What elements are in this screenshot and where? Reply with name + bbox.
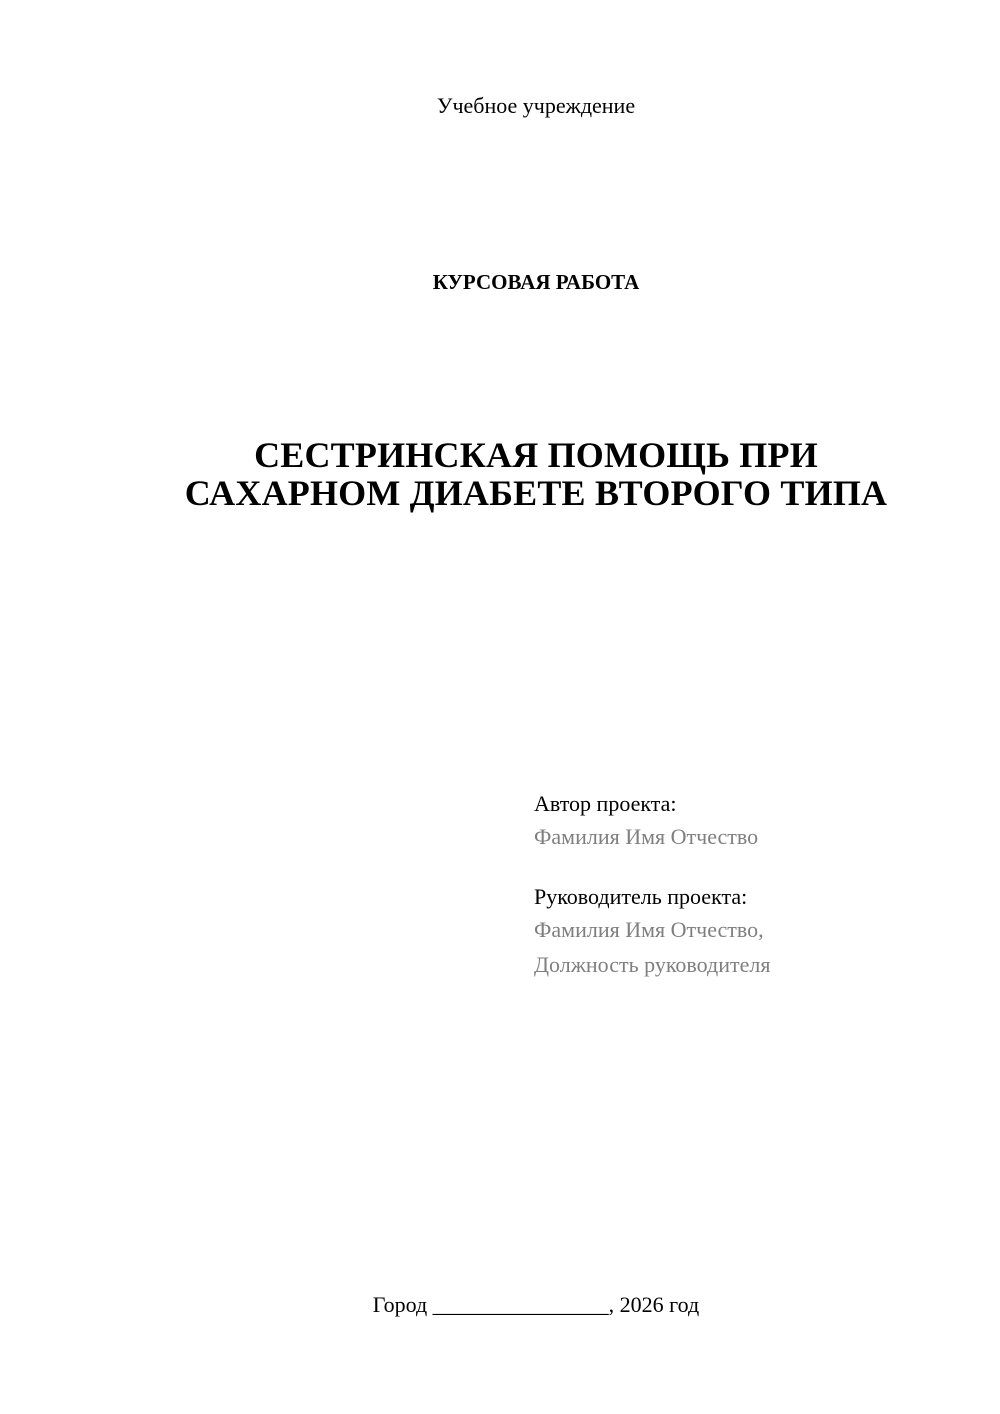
supervisor-block [534,882,974,982]
supervisor-label: Руководитель проекта: [534,884,748,909]
author-block [534,789,974,854]
spacer [534,854,974,882]
work-type-heading: КУРСОВАЯ РАБОТА [432,270,640,294]
persons-block [534,789,974,982]
title-line-1: СЕСТРИНСКАЯ ПОМОЩЬ ПРИ [254,435,818,475]
supervisor-name: Фамилия Имя Отчество, [534,917,764,942]
title-line-2: САХАРНОМ ДИАБЕТЕ ВТОРОГО ТИПА [184,473,888,513]
supervisor-position: Должность руководителя [534,952,771,977]
city-year-footer: Город ________________, 2026 год [372,1292,700,1317]
author-name: Фамилия Имя Отчество [534,824,759,849]
institution-name: Учебное учреждение [436,93,636,118]
document-title [0,436,1000,512]
author-label: Автор проекта: [534,791,677,816]
